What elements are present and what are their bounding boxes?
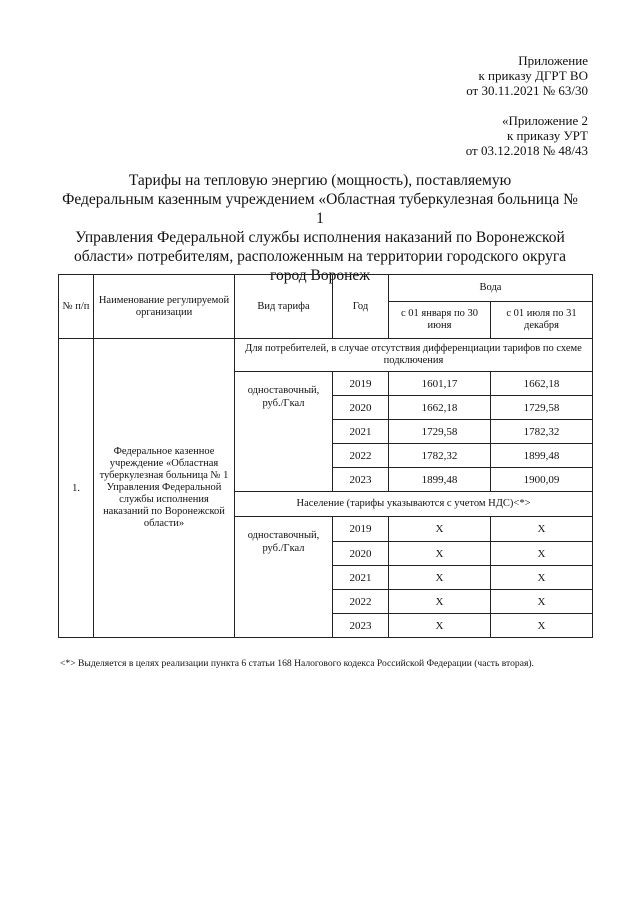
appendix-current-line3: от 30.11.2021 № 63/30 — [466, 83, 588, 98]
year-cell: 2020 — [333, 396, 389, 420]
appendix-current-header — [466, 53, 588, 98]
tariff-value-h2: Х — [491, 517, 593, 542]
tariff-table — [58, 274, 593, 638]
appendix-original-header — [466, 113, 588, 158]
group-title: Для потребителей, в случае отсутствия дифференциации тарифов по схеме подключения — [235, 339, 593, 372]
tariff-value-h1: Х — [389, 566, 491, 590]
header-tariff-type: Вид тарифа — [235, 275, 333, 339]
year-cell: 2019 — [333, 517, 389, 542]
group-title-row — [59, 339, 593, 372]
appendix-original-line3: от 03.12.2018 № 48/43 — [465, 143, 588, 158]
tariff-value-h2: Х — [491, 614, 593, 638]
header-organization: Наименование регулируемой организации — [94, 275, 235, 339]
title-line: Федеральным казенным учреждением «Областная туберкулезная больница № 1 — [62, 191, 578, 227]
appendix-current-line1: Приложение — [518, 53, 588, 68]
header-period-second-half: с 01 июля по 31 декабря — [491, 302, 593, 339]
title-line: области» потребителям, расположенным на территории городского округа — [73, 248, 567, 265]
year-cell: 2023 — [333, 614, 389, 638]
tariff-type-cell: одноставочный, руб./Гкал — [235, 517, 333, 638]
row-number: 1. — [59, 339, 94, 638]
tariff-value-h2: 1900,09 — [491, 468, 593, 492]
tariff-value-h1: Х — [389, 542, 491, 566]
year-cell: 2020 — [333, 542, 389, 566]
appendix-original-line1: «Приложение 2 — [501, 113, 588, 128]
header-row — [59, 275, 593, 302]
header-period-first-half: с 01 января по 30 июня — [389, 302, 491, 339]
header-num: № п/п — [59, 275, 94, 339]
tariff-value-h1: Х — [389, 590, 491, 614]
tariff-value-h2: 1729,58 — [491, 396, 593, 420]
year-cell: 2019 — [333, 372, 389, 396]
tariff-value-h1: Х — [389, 614, 491, 638]
tariff-value-h1: 1782,32 — [389, 444, 491, 468]
title-line: Тарифы на тепловую энергию (мощность), поставляемую — [128, 172, 512, 189]
year-cell: 2022 — [333, 444, 389, 468]
tariff-value-h1: Х — [389, 517, 491, 542]
title-line: Управления Федеральной службы исполнения наказаний по Воронежской — [75, 229, 565, 246]
organization-name: Федеральное казенное учреждение «Областная туберкулезная больница № 1 Управления Федеральной службы исполнения наказаний по Воронежской области» — [94, 339, 235, 638]
document-title — [60, 171, 580, 285]
tariff-value-h2: 1899,48 — [491, 444, 593, 468]
tariff-type-cell: одноставочный, руб./Гкал — [235, 372, 333, 492]
year-cell: 2021 — [333, 420, 389, 444]
tariff-value-h2: Х — [491, 542, 593, 566]
tariff-value-h2: 1662,18 — [491, 372, 593, 396]
tariff-value-h2: 1782,32 — [491, 420, 593, 444]
year-cell: 2022 — [333, 590, 389, 614]
header-water: Вода — [389, 275, 593, 302]
tariff-value-h2: Х — [491, 566, 593, 590]
header-year: Год — [333, 275, 389, 339]
footnote: <*> Выделяется в целях реализации пункта 6 статьи 168 Налогового кодекса Российской Федерации (часть вторая). — [60, 658, 534, 669]
year-cell: 2023 — [333, 468, 389, 492]
group-title: Население (тарифы указываются с учетом НДС)<*> — [235, 492, 593, 517]
tariff-value-h1: 1601,17 — [389, 372, 491, 396]
tariff-value-h2: Х — [491, 590, 593, 614]
tariff-value-h1: 1899,48 — [389, 468, 491, 492]
title-line: город Воронеж — [269, 267, 370, 284]
appendix-current-line2: к приказу ДГРТ ВО — [478, 68, 588, 83]
appendix-original-line2: к приказу УРТ — [506, 128, 588, 143]
tariff-value-h1: 1729,58 — [389, 420, 491, 444]
tariff-value-h1: 1662,18 — [389, 396, 491, 420]
year-cell: 2021 — [333, 566, 389, 590]
